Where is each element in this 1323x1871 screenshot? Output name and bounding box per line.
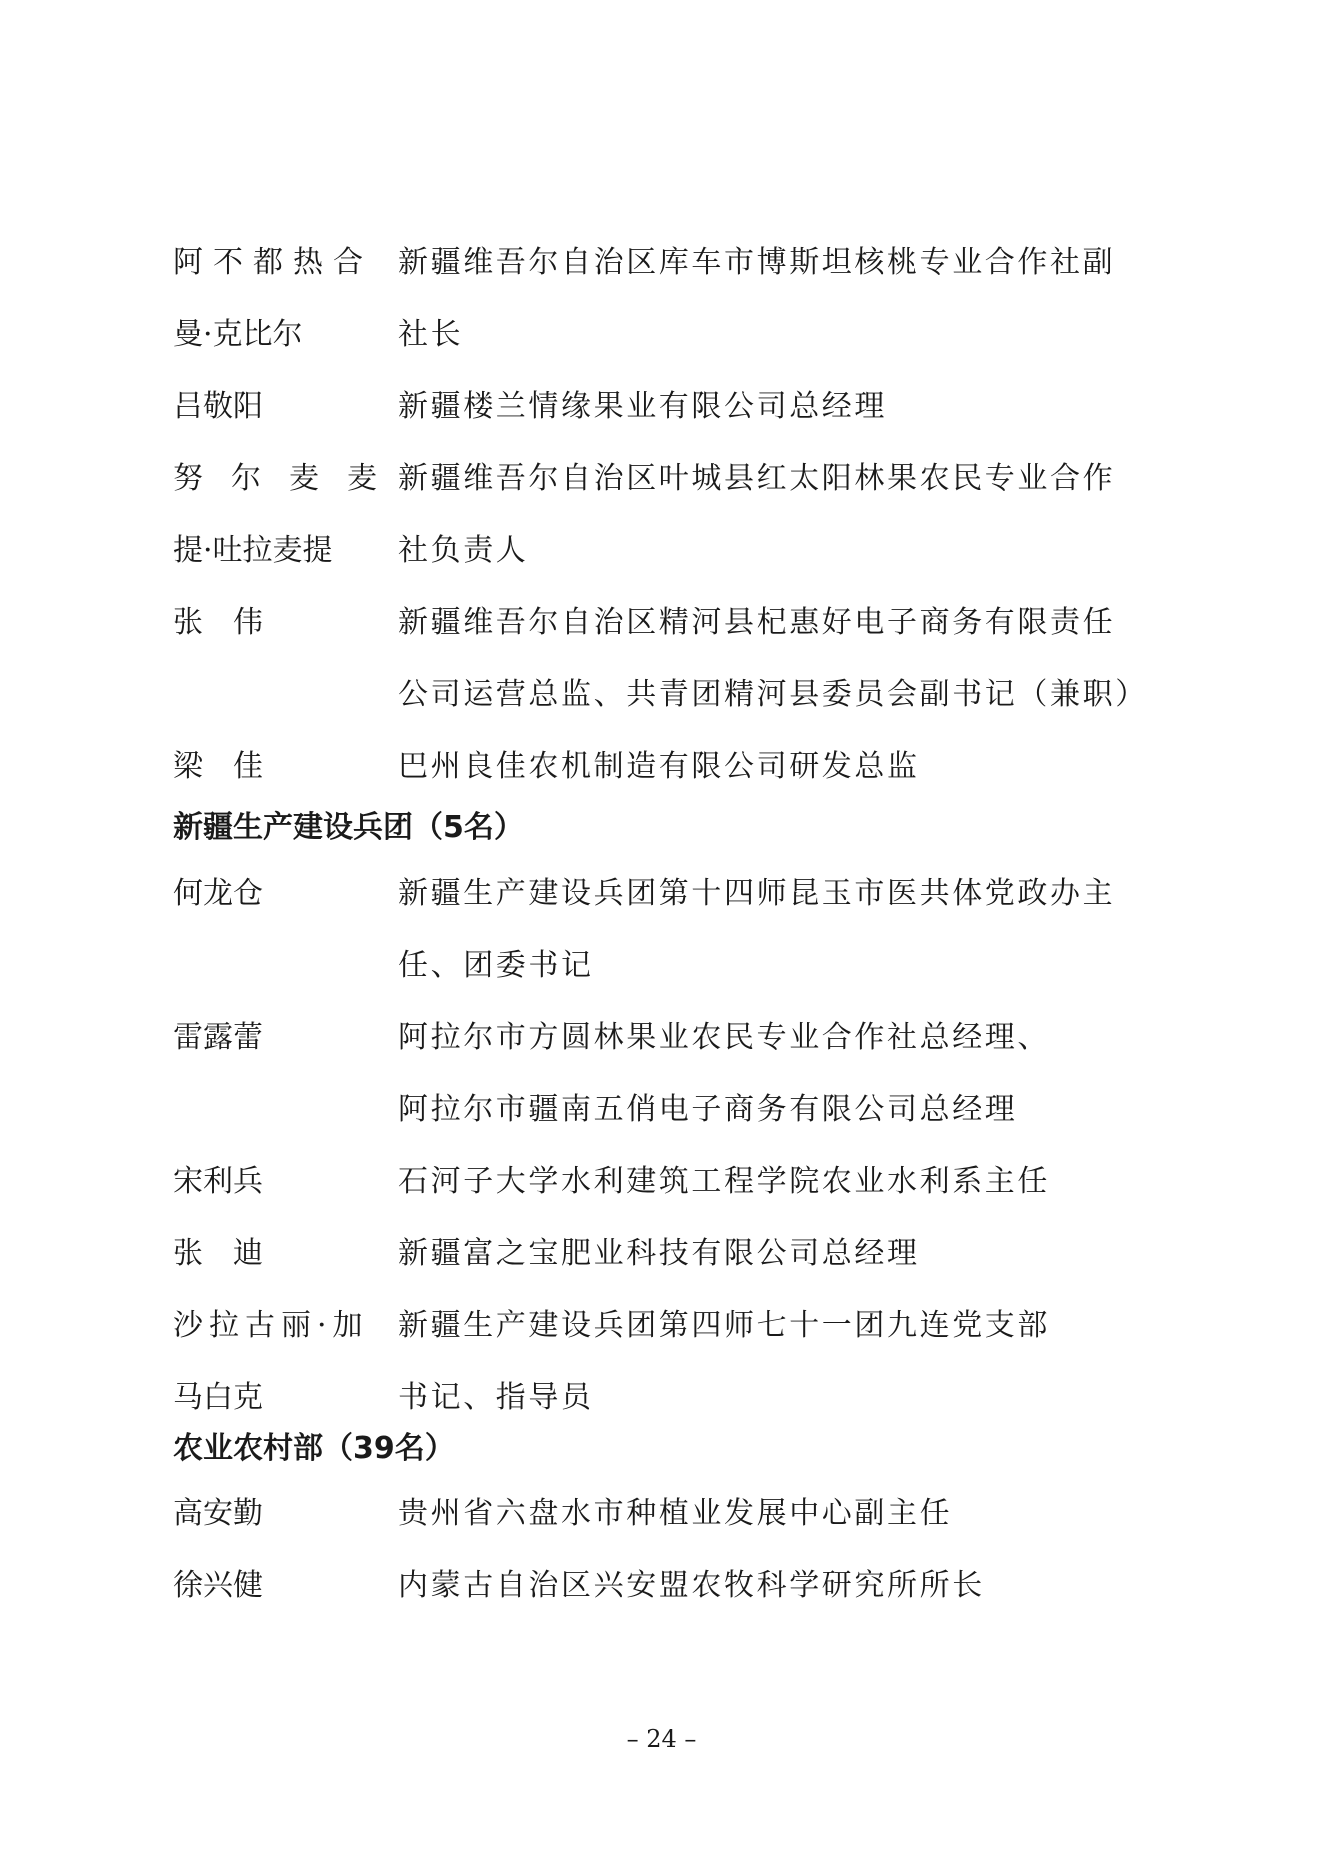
person-position: 社负责人 <box>398 533 529 568</box>
person-position: 新疆富之宝肥业科技有限公司总经理 <box>398 1236 920 1271</box>
page-number: – 24 – <box>626 1725 697 1753</box>
person-position: 书记、指导员 <box>398 1380 594 1415</box>
person-name: 梁 佳 <box>173 749 263 784</box>
person-position: 贵州省六盘水市种植业发展中心副主任 <box>398 1496 953 1531</box>
person-name: 提·吐拉麦提 <box>173 533 333 568</box>
person-name: 高安勤 <box>173 1496 263 1531</box>
person-position: 社长 <box>398 317 464 352</box>
person-name: 沙拉古丽·加 <box>173 1308 369 1343</box>
person-name: 张 伟 <box>173 605 263 640</box>
person-position: 新疆维吾尔自治区叶城县红太阳林果农民专业合作 <box>398 461 1116 496</box>
person-name: 雷露蕾 <box>173 1020 263 1055</box>
person-position: 阿拉尔市方圆林果业农民专业合作社总经理、 <box>398 1020 1050 1055</box>
person-position: 新疆维吾尔自治区精河县杞惠好电子商务有限责任 <box>398 605 1116 640</box>
section-heading: 农业农村部（39名） <box>173 1431 455 1466</box>
person-position: 新疆生产建设兵团第四师七十一团九连党支部 <box>398 1308 1050 1343</box>
section-heading: 新疆生产建设兵团（5名） <box>173 810 524 845</box>
person-name: 努尔麦麦 <box>173 461 405 496</box>
person-position: 公司运营总监、共青团精河县委员会副书记（兼职） <box>398 677 1148 712</box>
person-name: 何龙仓 <box>173 876 263 911</box>
person-position: 石河子大学水利建筑工程学院农业水利系主任 <box>398 1164 1050 1199</box>
person-position: 阿拉尔市疆南五俏电子商务有限公司总经理 <box>398 1092 1018 1127</box>
person-name: 宋利兵 <box>173 1164 263 1199</box>
person-position: 新疆生产建设兵团第十四师昆玉市医共体党政办主 <box>398 876 1116 911</box>
person-name: 吕敬阳 <box>173 389 263 424</box>
person-position: 新疆维吾尔自治区库车市博斯坦核桃专业合作社副 <box>398 245 1116 280</box>
person-name: 曼·克比尔 <box>173 317 303 352</box>
person-name: 张 迪 <box>173 1236 263 1271</box>
person-position: 任、团委书记 <box>398 948 594 983</box>
person-position: 巴州良佳农机制造有限公司研发总监 <box>398 749 920 784</box>
person-name: 阿不都热合 <box>173 245 373 280</box>
person-name: 徐兴健 <box>173 1568 263 1603</box>
person-position: 新疆楼兰情缘果业有限公司总经理 <box>398 389 887 424</box>
person-position: 内蒙古自治区兴安盟农牧科学研究所所长 <box>398 1568 985 1603</box>
person-name: 马白克 <box>173 1380 263 1415</box>
